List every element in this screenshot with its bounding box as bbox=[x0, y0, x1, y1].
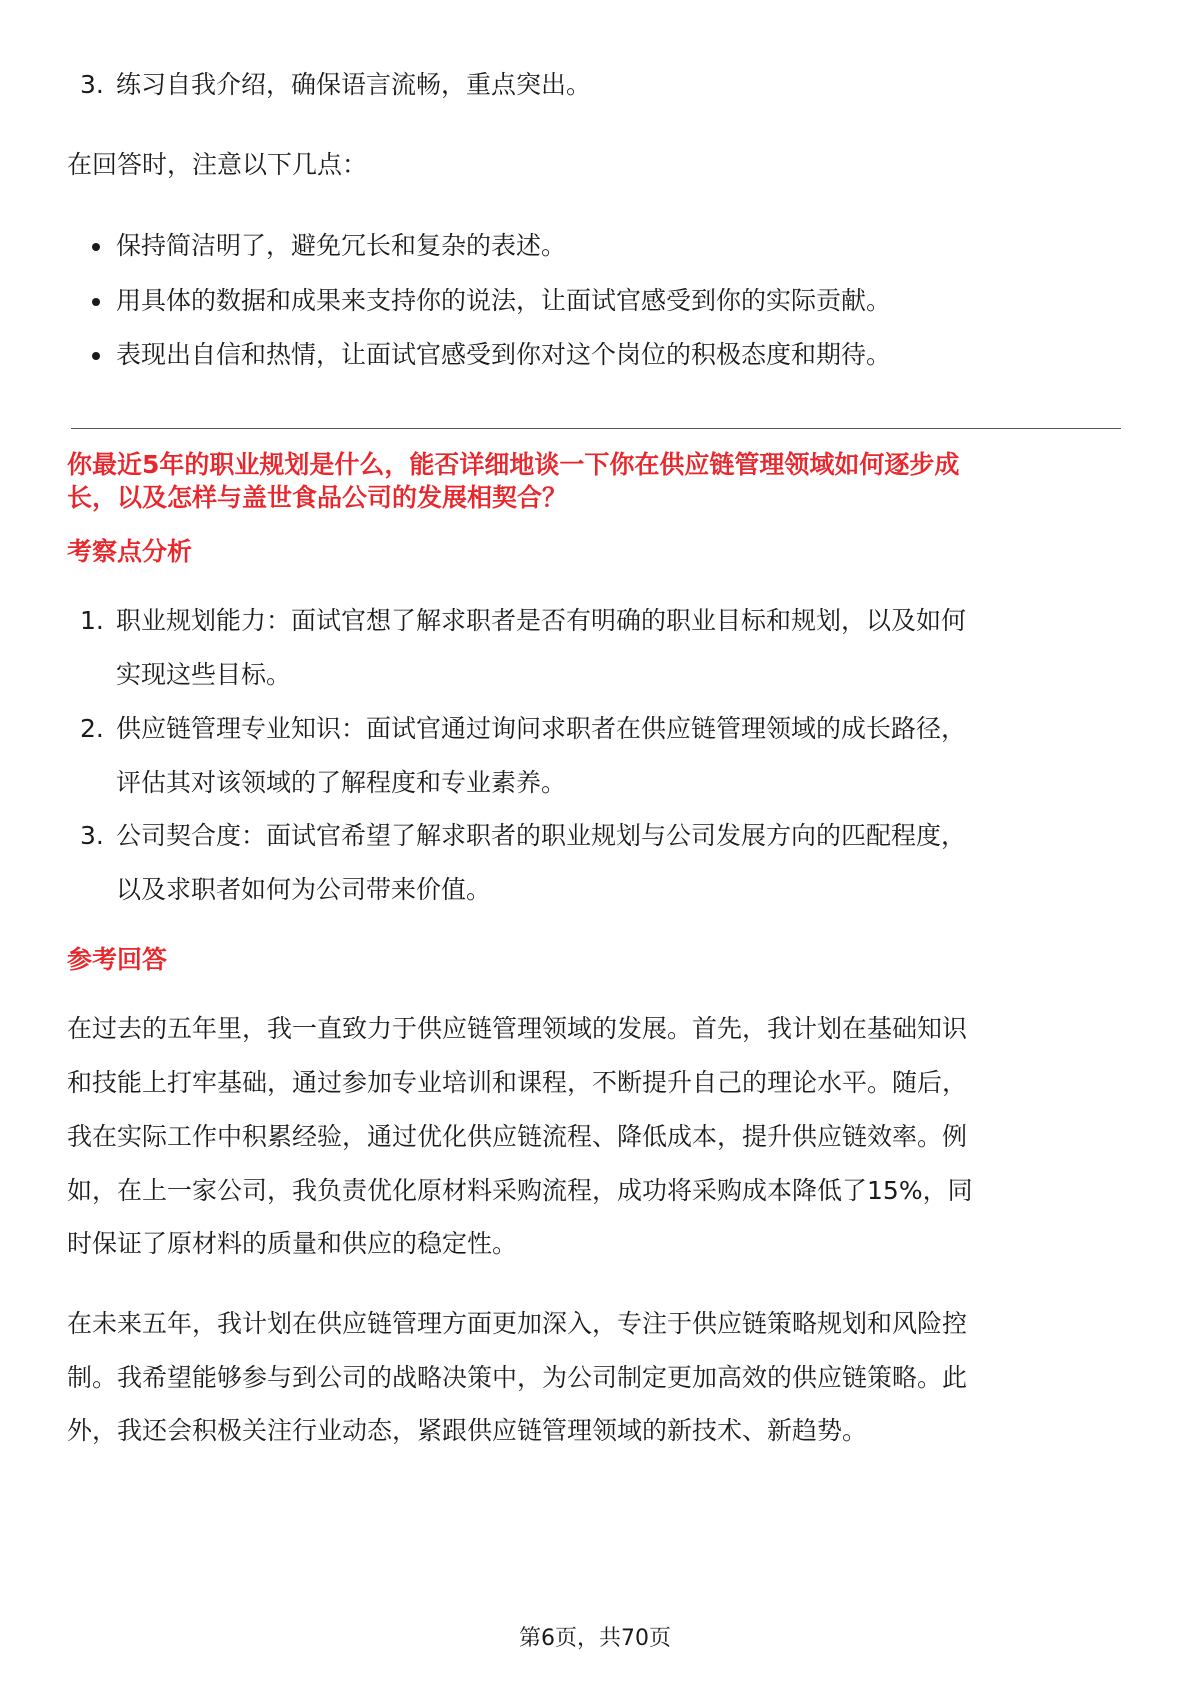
list-number: 3. bbox=[80, 70, 104, 99]
bullet-icon bbox=[92, 352, 100, 360]
question-title-line1: 你最近5年的职业规划是什么，能否详细地谈一下你在供应链管理领域如何逐步成 bbox=[67, 450, 960, 479]
answer-para1-line: 如，在上一家公司，我负责优化原材料采购流程，成功将采购成本降低了15%，同 bbox=[67, 1176, 973, 1205]
bullet-item: 保持简洁明了，避免冗长和复杂的表述。 bbox=[116, 231, 567, 260]
question-title-line2: 长，以及怎样与盖世食品公司的发展相契合？ bbox=[67, 483, 568, 512]
analysis-heading: 考察点分析 bbox=[67, 537, 193, 566]
section-divider bbox=[71, 428, 1121, 429]
answer-para1-line: 我在实际工作中积累经验，通过优化供应链流程、降低成本，提升供应链效率。例 bbox=[67, 1122, 968, 1151]
analysis-item-line: 实现这些目标。 bbox=[116, 660, 292, 689]
bullet-item: 表现出自信和热情，让面试官感受到你对这个岗位的积极态度和期待。 bbox=[116, 340, 892, 369]
list-number: 2. bbox=[80, 714, 104, 743]
analysis-item-line: 公司契合度：面试官希望了解求职者的职业规划与公司发展方向的匹配程度， bbox=[116, 821, 967, 850]
list-item-text: 练习自我介绍，确保语言流畅，重点突出。 bbox=[116, 70, 592, 99]
analysis-item-line: 评估其对该领域的了解程度和专业素养。 bbox=[116, 768, 567, 797]
bullet-icon bbox=[92, 298, 100, 306]
analysis-item-line: 以及求职者如何为公司带来价值。 bbox=[116, 875, 492, 904]
analysis-item-line: 供应链管理专业知识：面试官通过询问求职者在供应链管理领域的成长路径， bbox=[116, 714, 967, 743]
answer-para1-line: 在过去的五年里，我一直致力于供应链管理领域的发展。首先，我计划在基础知识 bbox=[67, 1014, 968, 1043]
list-number: 1. bbox=[80, 606, 104, 635]
answer-para1-line: 和技能上打牢基础，通过参加专业培训和课程，不断提升自己的理论水平。随后， bbox=[67, 1068, 968, 1097]
list-number: 3. bbox=[80, 821, 104, 850]
bullet-icon bbox=[92, 243, 100, 251]
bullet-item: 用具体的数据和成果来支持你的说法，让面试官感受到你的实际贡献。 bbox=[116, 286, 892, 315]
answer-para1-line: 时保证了原材料的质量和供应的稳定性。 bbox=[67, 1229, 518, 1258]
analysis-item-line: 职业规划能力：面试官想了解求职者是否有明确的职业目标和规划，以及如何 bbox=[116, 606, 967, 635]
answer-para2-line: 外，我还会积极关注行业动态，紧跟供应链管理领域的新技术、新趋势。 bbox=[67, 1416, 868, 1445]
answer-heading: 参考回答 bbox=[67, 945, 168, 974]
answer-para2-line: 制。我希望能够参与到公司的战略决策中，为公司制定更加高效的供应链策略。此 bbox=[67, 1363, 968, 1392]
note-intro: 在回答时，注意以下几点： bbox=[67, 150, 368, 179]
answer-para2-line: 在未来五年，我计划在供应链管理方面更加深入，专注于供应链策略规划和风险控 bbox=[67, 1309, 968, 1338]
page-footer: 第6页，共70页 bbox=[519, 1626, 671, 1651]
